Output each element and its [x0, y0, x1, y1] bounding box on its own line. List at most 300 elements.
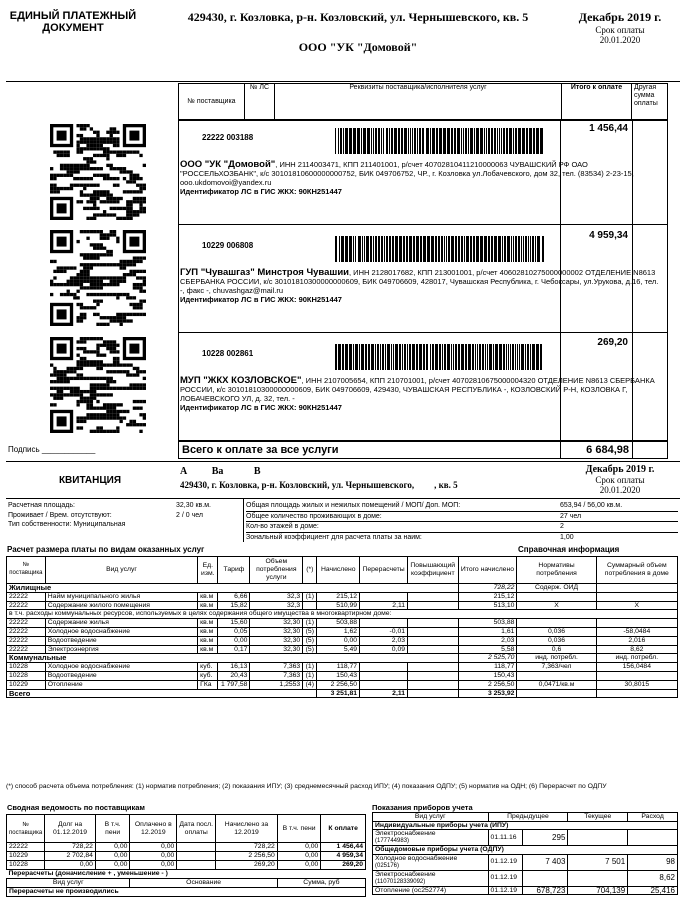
qr-module — [133, 283, 136, 286]
barcode-bar — [359, 344, 360, 370]
supplier-gis: Идентификатор ЛС в ГИС ЖКХ: 90КН251447 — [180, 295, 342, 304]
ref-title: Справочная информация — [518, 545, 620, 554]
supplier-gis: Идентификатор ЛС в ГИС ЖКХ: 90КН251447 — [180, 187, 342, 196]
qr-module — [110, 403, 113, 406]
qr-module — [123, 293, 126, 296]
qr-module — [96, 407, 99, 410]
qr-module — [110, 344, 113, 347]
qr-module — [110, 263, 113, 266]
qr-module — [110, 407, 113, 410]
calc-cell — [517, 671, 596, 680]
qr-module — [76, 144, 79, 147]
qr-module — [139, 413, 142, 416]
qr-module — [110, 134, 113, 137]
qr-module — [50, 280, 53, 283]
barcode-bar — [521, 344, 524, 370]
qr-module — [106, 416, 109, 419]
barcode-bar — [465, 344, 467, 370]
qr-module — [90, 253, 93, 256]
qr-module — [80, 393, 83, 396]
qr-module — [80, 367, 83, 370]
barcode-bar — [435, 344, 438, 370]
qr-module — [90, 293, 93, 296]
barcode-bar — [488, 128, 490, 154]
barcode-bar — [407, 344, 408, 370]
qr-module — [103, 174, 106, 177]
qr-module — [73, 280, 76, 283]
qr-module — [120, 207, 123, 210]
qr-module — [133, 213, 136, 216]
qr-module — [120, 197, 123, 200]
qr-module — [80, 337, 83, 340]
qr-module — [93, 377, 96, 380]
qr-module — [120, 293, 123, 296]
supplier-code: 10229 006808 — [202, 241, 254, 250]
summary-row — [7, 861, 366, 870]
subhead: в т.ч. расходы коммунальных ресурсов, используемых в целях содержания общего имущества в многоквартирном доме: — [7, 610, 678, 619]
qr-module — [136, 184, 139, 187]
qr-module — [116, 293, 119, 296]
qr-module — [110, 377, 113, 380]
qr-module — [53, 276, 56, 279]
qr-module — [90, 407, 93, 410]
qr-module — [100, 430, 103, 433]
barcode-bar — [386, 236, 388, 262]
qr-module — [63, 167, 66, 170]
qr-module — [139, 200, 142, 203]
barcode-2 — [335, 236, 545, 262]
qr-module — [116, 217, 119, 220]
qr-module — [50, 380, 53, 383]
qr-module — [83, 194, 86, 197]
qr-module — [50, 187, 53, 190]
barcode-bar — [439, 344, 441, 370]
info-value: 653,94 / 56,00 кв.м. — [560, 502, 623, 509]
qr-module — [110, 150, 113, 153]
qr-module — [110, 416, 113, 419]
barcode-bar — [381, 128, 382, 154]
barcode-bar — [519, 344, 520, 370]
calc-cell: 0,00 — [317, 636, 360, 645]
info-value: 1,00 — [560, 533, 574, 541]
barcode-bar — [447, 344, 450, 370]
barcode-bar — [458, 236, 460, 262]
supplier-requisites — [180, 376, 665, 412]
qr-module — [110, 194, 113, 197]
col-supplier-no: № поставщика — [179, 84, 245, 120]
qr-module — [96, 276, 99, 279]
meter-cur: 704,139 — [568, 886, 628, 895]
qr-module — [106, 154, 109, 157]
qr-module — [106, 253, 109, 256]
supplier-gis: Идентификатор ЛС в ГИС ЖКХ: 90КН251447 — [180, 403, 342, 412]
qr-module — [100, 194, 103, 197]
meter-date: 01.12.19 — [488, 854, 522, 870]
qr-module — [63, 380, 66, 383]
qr-module — [93, 213, 96, 216]
qr-module — [80, 283, 83, 286]
qr-module — [100, 280, 103, 283]
barcode-bar — [446, 236, 447, 262]
qr-module — [83, 273, 86, 276]
qr-module — [96, 313, 99, 316]
receipt-names — [180, 466, 261, 477]
qr-module — [73, 367, 76, 370]
qr-module — [103, 194, 106, 197]
meter-name — [373, 830, 489, 846]
barcode-bar — [528, 236, 529, 262]
qr-module — [76, 387, 79, 390]
qr-module — [123, 167, 126, 170]
qr-module — [50, 387, 53, 390]
qr-module — [126, 410, 129, 413]
calc-cell: (5) — [303, 645, 317, 654]
barcode-bar — [381, 236, 383, 262]
info-value: 2 — [560, 523, 564, 530]
qr-module — [80, 420, 83, 423]
barcode-1 — [335, 128, 545, 154]
qr-module — [70, 266, 73, 269]
barcode-bar — [453, 344, 454, 370]
calc-cell: X — [596, 601, 677, 610]
calc-cell — [408, 592, 458, 601]
qr-module — [76, 290, 79, 293]
qr-module — [133, 210, 136, 213]
barcode-bar — [482, 344, 484, 370]
qr-module — [63, 373, 66, 376]
meter-name — [373, 854, 489, 870]
qr-module — [53, 270, 56, 273]
qr-module — [116, 430, 119, 433]
calc-cell: 2 256,50 — [458, 680, 517, 689]
receipt-due-label: Срок оплаты — [595, 475, 645, 485]
qr-module — [93, 141, 96, 144]
qr-module — [110, 387, 113, 390]
total-label: Всего — [7, 689, 317, 698]
barcode-bar — [345, 344, 348, 370]
qr-module — [100, 167, 103, 170]
calc-cell: 118,77 — [458, 663, 517, 672]
calc-cell — [517, 619, 596, 628]
barcode-bar — [389, 236, 391, 262]
summary-header: № поставщика — [7, 815, 45, 843]
qr-module — [100, 416, 103, 419]
qr-module — [76, 367, 79, 370]
qr-module — [103, 276, 106, 279]
calc-cell: 513,10 — [458, 601, 517, 610]
receipt-apt: , кв. 5 — [434, 480, 458, 490]
qr-module — [86, 360, 89, 363]
summary-cell: 728,22 — [45, 843, 96, 852]
header-due-label: Срок оплаты — [595, 25, 645, 35]
qr-module — [67, 167, 70, 170]
barcode-bar — [515, 128, 517, 154]
qr-module — [50, 393, 53, 396]
qr-module — [120, 150, 123, 153]
qr-module — [93, 160, 96, 163]
qr-module — [116, 154, 119, 157]
qr-module — [86, 400, 89, 403]
qr-module — [83, 390, 86, 393]
calc-header: Тариф — [218, 557, 250, 584]
supplier-code: 10228 002861 — [202, 349, 254, 358]
qr-module — [93, 137, 96, 140]
qr-module — [126, 200, 129, 203]
qr-module — [136, 276, 139, 279]
total-recalc: 2,11 — [360, 689, 408, 698]
qr-module — [93, 207, 96, 210]
qr-module — [67, 150, 70, 153]
qr-module — [133, 200, 136, 203]
qr-module — [106, 340, 109, 343]
qr-module — [106, 197, 109, 200]
barcode-bar — [402, 344, 403, 370]
info-row — [8, 520, 244, 530]
qr-module — [103, 210, 106, 213]
qr-module — [133, 174, 136, 177]
qr-module — [133, 180, 136, 183]
qr-module — [110, 207, 113, 210]
signature-text: Подпись — [8, 445, 40, 454]
qr-module — [96, 184, 99, 187]
qr-module — [67, 367, 70, 370]
calc-cell: 10228 — [7, 663, 46, 672]
qr-module — [93, 247, 96, 250]
barcode-bar — [380, 344, 381, 370]
calc-cell: 2,03 — [458, 636, 517, 645]
qr-module — [57, 370, 60, 373]
qr-module — [86, 397, 89, 400]
qr-module — [90, 194, 93, 197]
calc-header-row — [7, 557, 678, 584]
qr-module — [60, 390, 63, 393]
calc-cell: (1) — [303, 592, 317, 601]
qr-module — [120, 266, 123, 269]
qr-module — [76, 340, 79, 343]
info-row — [8, 501, 244, 511]
qr-module — [93, 147, 96, 150]
signature-label: Подпись ____________ — [8, 445, 96, 454]
qr-module — [113, 263, 116, 266]
qr-module — [120, 323, 123, 326]
qr-module — [50, 283, 53, 286]
qr-module — [83, 184, 86, 187]
qr-module — [116, 280, 119, 283]
qr-module — [90, 217, 93, 220]
qr-module — [93, 280, 96, 283]
calc-cell: 0,00 — [218, 636, 250, 645]
barcode-bar — [426, 128, 429, 154]
qr-module — [103, 354, 106, 357]
barcode-bar — [506, 344, 507, 370]
qr-module — [116, 276, 119, 279]
qr-module — [136, 367, 139, 370]
qr-module — [93, 387, 96, 390]
qr-module — [116, 360, 119, 363]
barcode-bar — [536, 344, 539, 370]
qr-module — [90, 243, 93, 246]
qr-module — [126, 180, 129, 183]
qr-module — [63, 187, 66, 190]
qr-module — [129, 150, 132, 153]
qr-module — [136, 270, 139, 273]
barcode-bar — [391, 344, 392, 370]
info-row — [8, 511, 244, 521]
qr-module — [133, 303, 136, 306]
qr-module — [100, 426, 103, 429]
qr-module — [96, 300, 99, 303]
barcode-bar — [373, 128, 374, 154]
supplier-details: , ИНН 2107005654, КПП 210701001, р/счет 40702810675000004320 ОТДЕЛЕНИЕ N8613 СБЕРБАНКА РОССИИ, к/с 30101810300000000609, БИК 049706609, 429430, ЧУВАШСКАЯ РЕСПУБЛИКА -, КОЗЛОВСКИЙ Р-Н, КОЗЛОВКА Г, ЛОБАЧЕВСКОГО УЛ, д. 32, тел. - — [180, 376, 655, 403]
barcode-bar — [393, 344, 394, 370]
qr-module — [116, 197, 119, 200]
qr-module — [70, 377, 73, 380]
qr-module — [139, 387, 142, 390]
qr-module — [86, 273, 89, 276]
qr-module — [113, 363, 116, 366]
calc-cell — [408, 619, 458, 628]
qr-module — [106, 403, 109, 406]
qr-module — [136, 177, 139, 180]
qr-module — [100, 233, 103, 236]
barcode-bar — [474, 128, 475, 154]
barcode-bar — [349, 344, 352, 370]
total-label: Всего к оплате за все услуги — [182, 444, 339, 456]
calc-cell: 2,016 — [596, 636, 677, 645]
summary-cell: 0,00 — [95, 861, 129, 870]
calc-cell — [408, 671, 458, 680]
calc-header: (*) — [303, 557, 317, 584]
qr-module — [80, 177, 83, 180]
qr-module — [83, 127, 86, 130]
qr-module — [76, 319, 79, 322]
qr-module — [76, 170, 79, 173]
calc-header: № поставщика — [7, 557, 46, 584]
qr-module — [100, 276, 103, 279]
barcode-bar — [368, 344, 370, 370]
qr-module — [120, 370, 123, 373]
qr-module — [93, 313, 96, 316]
qr-module — [83, 420, 86, 423]
qr-module — [96, 131, 99, 134]
qr-module — [90, 137, 93, 140]
qr-module — [116, 283, 119, 286]
qr-module — [106, 387, 109, 390]
qr-module — [70, 187, 73, 190]
qr-module — [60, 380, 63, 383]
qr-module — [67, 154, 70, 157]
qr-module — [70, 174, 73, 177]
barcode-bar — [525, 236, 527, 262]
calc-cell: 1 797,58 — [218, 680, 250, 689]
barcode-bar — [423, 344, 425, 370]
qr-module — [96, 344, 99, 347]
info-left — [8, 501, 244, 530]
barcode-bar — [529, 128, 532, 154]
group-norm: Содерж. ОИД — [517, 584, 596, 593]
qr-module — [53, 403, 56, 406]
summary-cell: 728,22 — [216, 843, 278, 852]
qr-module — [90, 430, 93, 433]
qr-module — [83, 350, 86, 353]
qr-module — [76, 354, 79, 357]
meters-title: Показания приборов учета — [372, 803, 473, 812]
qr-module — [57, 380, 60, 383]
qr-module — [76, 177, 79, 180]
qr-module — [136, 256, 139, 259]
qr-module — [123, 207, 126, 210]
qr-module — [113, 340, 116, 343]
qr-module — [126, 207, 129, 210]
qr-module — [143, 184, 146, 187]
qr-module — [139, 290, 142, 293]
meters-header-row — [373, 813, 678, 822]
calc-cell: 503,88 — [317, 619, 360, 628]
receipt-address — [180, 480, 458, 490]
qr-module — [129, 373, 132, 376]
qr-module — [76, 393, 79, 396]
barcode-bar — [509, 128, 512, 154]
barcode-bar — [491, 236, 493, 262]
summary-header: Начислено за 12.2019 — [216, 815, 278, 843]
qr-module — [113, 350, 116, 353]
qr-module — [139, 256, 142, 259]
qr-module — [116, 237, 119, 240]
barcode-bar — [403, 236, 405, 262]
qr-module — [139, 210, 142, 213]
qr-module — [106, 316, 109, 319]
qr-module — [83, 167, 86, 170]
qr-module — [80, 280, 83, 283]
supplier-code: 22222 003188 — [202, 133, 254, 142]
calc-cell: 215,12 — [458, 592, 517, 601]
qr-module — [139, 306, 142, 309]
qr-module — [103, 413, 106, 416]
barcode-bar — [508, 344, 509, 370]
barcode-bar — [511, 236, 512, 262]
calc-row — [7, 601, 678, 610]
supplier-amount: 4 959,34 — [589, 230, 628, 241]
barcode-bar — [353, 344, 354, 370]
qr-module — [83, 230, 86, 233]
qr-module — [116, 141, 119, 144]
qr-module — [129, 207, 132, 210]
qr-module — [96, 247, 99, 250]
qr-module — [90, 263, 93, 266]
qr-module — [106, 190, 109, 193]
barcode-bar — [395, 236, 398, 262]
barcode-bar — [455, 344, 457, 370]
qr-module — [106, 194, 109, 197]
qr-module — [83, 207, 86, 210]
info-label: Тип собственности: Муниципальная — [8, 521, 126, 528]
qr-module — [83, 270, 86, 273]
qr-module — [143, 200, 146, 203]
barcode-bar — [345, 236, 348, 262]
barcode-bar — [480, 128, 483, 154]
qr-module — [100, 407, 103, 410]
barcode-bar — [408, 128, 409, 154]
qr-module — [76, 276, 79, 279]
qr-module — [103, 383, 106, 386]
qr-module — [110, 413, 113, 416]
qr-module — [76, 150, 79, 153]
qr-module — [70, 276, 73, 279]
calc-cell: кв.м — [198, 601, 218, 610]
qr-module — [93, 167, 96, 170]
qr-module — [83, 263, 86, 266]
qr-module — [110, 137, 113, 140]
